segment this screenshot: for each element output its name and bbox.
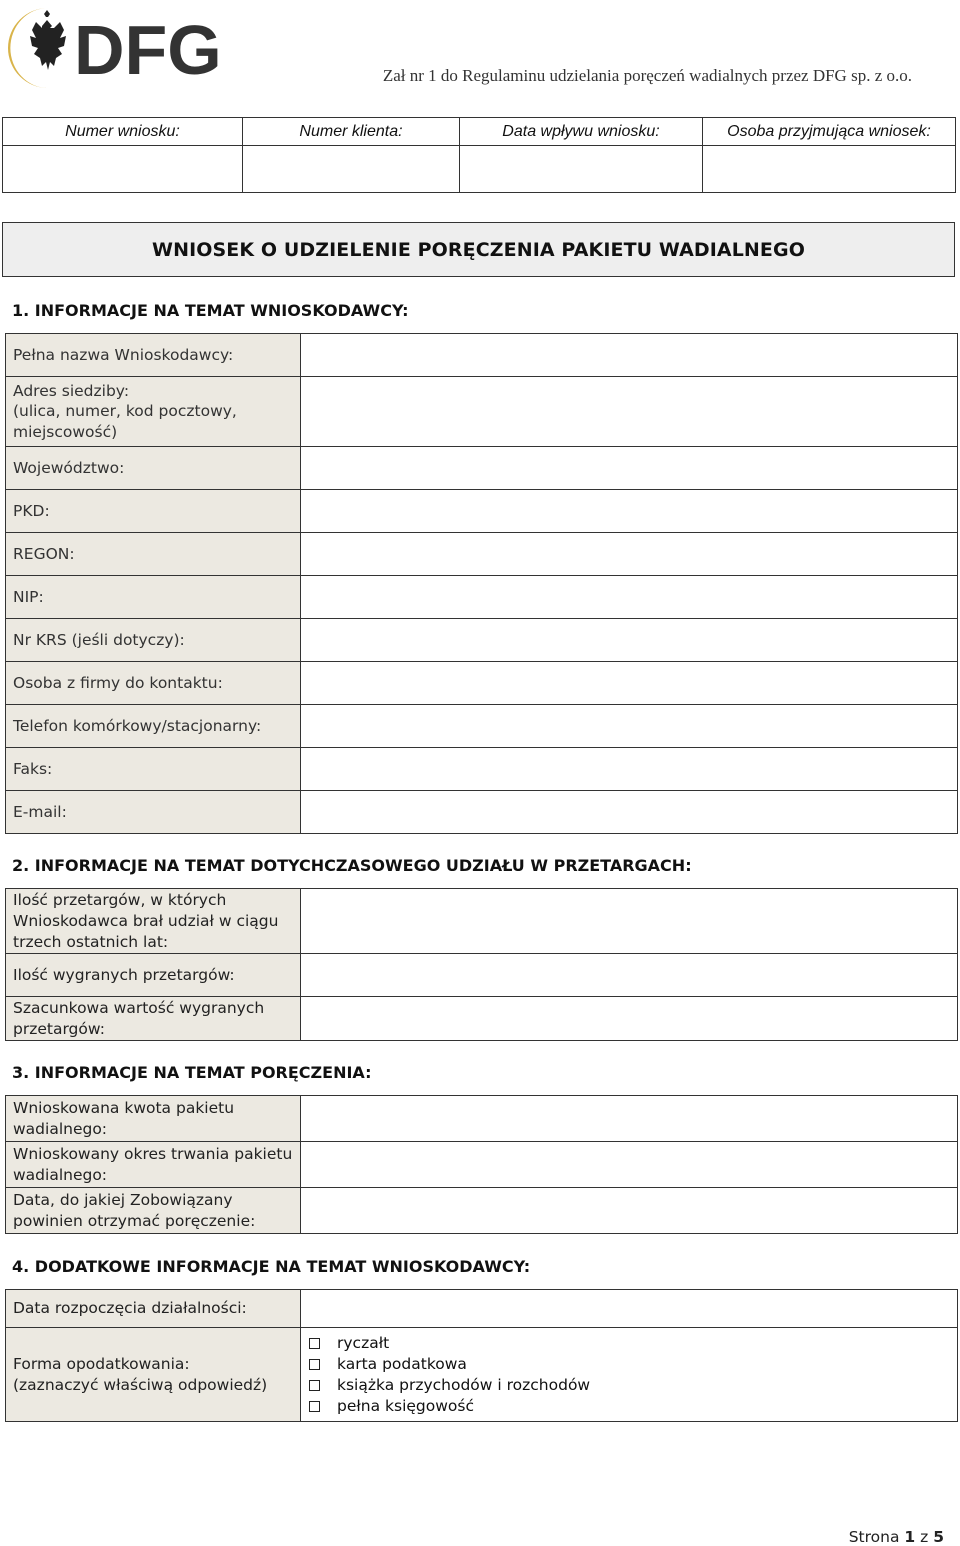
eagle-icon	[30, 10, 66, 70]
contact-person-label: Osoba z firmy do kontaktu:	[6, 662, 301, 705]
amount-field[interactable]	[301, 1096, 958, 1142]
deadline-field[interactable]	[301, 1188, 958, 1234]
registration-table	[2, 117, 956, 193]
tax-form-options	[301, 1328, 958, 1422]
tax-option-ksiazka[interactable]	[308, 1375, 950, 1396]
email-label: E-mail:	[6, 791, 301, 834]
tax-option-label: pełna księgowość	[337, 1396, 475, 1415]
nip-field[interactable]	[301, 576, 958, 619]
start-date-field[interactable]	[301, 1290, 958, 1328]
regon-field[interactable]	[301, 533, 958, 576]
tenders-count-field[interactable]	[301, 889, 958, 954]
fax-label: Faks:	[6, 748, 301, 791]
won-value-field[interactable]	[301, 997, 958, 1041]
krs-field[interactable]	[301, 619, 958, 662]
tenders-table	[5, 888, 958, 1041]
checkbox-icon[interactable]	[309, 1359, 320, 1370]
checkbox-icon[interactable]	[309, 1338, 320, 1349]
section2-heading: 2. INFORMACJE NA TEMAT DOTYCHCZASOWEGO UDZIAŁU W PRZETARGACH:	[12, 856, 692, 875]
guarantee-table	[5, 1095, 958, 1234]
tax-form-label: Forma opodatkowania: (zaznaczyć właściwą odpowiedź)	[6, 1328, 301, 1422]
tax-option-pelna[interactable]	[308, 1396, 950, 1417]
checkbox-icon[interactable]	[309, 1380, 320, 1391]
logo-text: DFG	[74, 11, 222, 89]
contact-person-field[interactable]	[301, 662, 958, 705]
receiving-person-field[interactable]	[703, 146, 956, 193]
tax-option-label: karta podatkowa	[337, 1354, 467, 1373]
tax-option-karta[interactable]	[308, 1354, 950, 1375]
tax-option-ryczalt[interactable]	[308, 1333, 950, 1354]
section4-heading: 4. DODATKOWE INFORMACJE NA TEMAT WNIOSKODAWCY:	[12, 1257, 531, 1276]
krs-label: Nr KRS (jeśli dotyczy):	[6, 619, 301, 662]
client-number-field[interactable]	[243, 146, 460, 193]
fax-field[interactable]	[301, 748, 958, 791]
application-number-label: Numer wniosku:	[3, 118, 243, 146]
total-pages: 5	[933, 1528, 944, 1546]
tax-option-label: ryczałt	[337, 1333, 390, 1352]
section1-heading: 1. INFORMACJE NA TEMAT WNIOSKODAWCY:	[12, 301, 409, 320]
won-tenders-field[interactable]	[301, 954, 958, 997]
regon-label: REGON:	[6, 533, 301, 576]
page-number: Strona 1 z 5	[848, 1528, 944, 1546]
pkd-field[interactable]	[301, 490, 958, 533]
application-number-field[interactable]	[3, 146, 243, 193]
tenders-count-label: Ilość przetargów, w których Wnioskodawca brał udział w ciągu trzech ostatnich lat:	[6, 889, 301, 954]
applicant-info-table	[5, 333, 958, 834]
receiving-person-label: Osoba przyjmująca wniosek:	[703, 118, 956, 146]
header-annex-note: Zał nr 1 do Regulaminu udzielania poręczeń wadialnych przez DFG sp. z o.o.	[382, 66, 912, 85]
form-title: WNIOSEK O UDZIELENIE PORĘCZENIA PAKIETU WADIALNEGO	[152, 238, 805, 261]
voivodeship-field[interactable]	[301, 447, 958, 490]
full-name-label: Pełna nazwa Wnioskodawcy:	[6, 334, 301, 377]
amount-label: Wnioskowana kwota pakietu wadialnego:	[6, 1096, 301, 1142]
deadline-label: Data, do jakiej Zobowiązany powinien otrzymać poręczenie:	[6, 1188, 301, 1234]
won-value-label: Szacunkowa wartość wygranych przetargów:	[6, 997, 301, 1041]
phone-field[interactable]	[301, 705, 958, 748]
section3-heading: 3. INFORMACJE NA TEMAT PORĘCZENIA:	[12, 1063, 372, 1082]
start-date-label: Data rozpoczęcia działalności:	[6, 1290, 301, 1328]
phone-label: Telefon komórkowy/stacjonarny:	[6, 705, 301, 748]
dfg-logo	[14, 4, 222, 90]
duration-label: Wnioskowany okres trwania pakietu wadialnego:	[6, 1142, 301, 1188]
address-field[interactable]	[301, 377, 958, 447]
voivodeship-label: Województwo:	[6, 447, 301, 490]
client-number-label: Numer klienta:	[243, 118, 460, 146]
receipt-date-field[interactable]	[460, 146, 703, 193]
won-tenders-label: Ilość wygranych przetargów:	[6, 954, 301, 997]
additional-info-table	[5, 1289, 958, 1422]
full-name-field[interactable]	[301, 334, 958, 377]
form-title-box	[2, 222, 955, 277]
pkd-label: PKD:	[6, 490, 301, 533]
nip-label: NIP:	[6, 576, 301, 619]
email-field[interactable]	[301, 791, 958, 834]
duration-field[interactable]	[301, 1142, 958, 1188]
current-page: 1	[904, 1528, 916, 1546]
tax-option-label: książka przychodów i rozchodów	[337, 1375, 591, 1394]
receipt-date-label: Data wpływu wniosku:	[460, 118, 703, 146]
checkbox-icon[interactable]	[309, 1401, 320, 1412]
address-label: Adres siedziby: (ulica, numer, kod pocztowy, miejscowość)	[6, 377, 301, 447]
